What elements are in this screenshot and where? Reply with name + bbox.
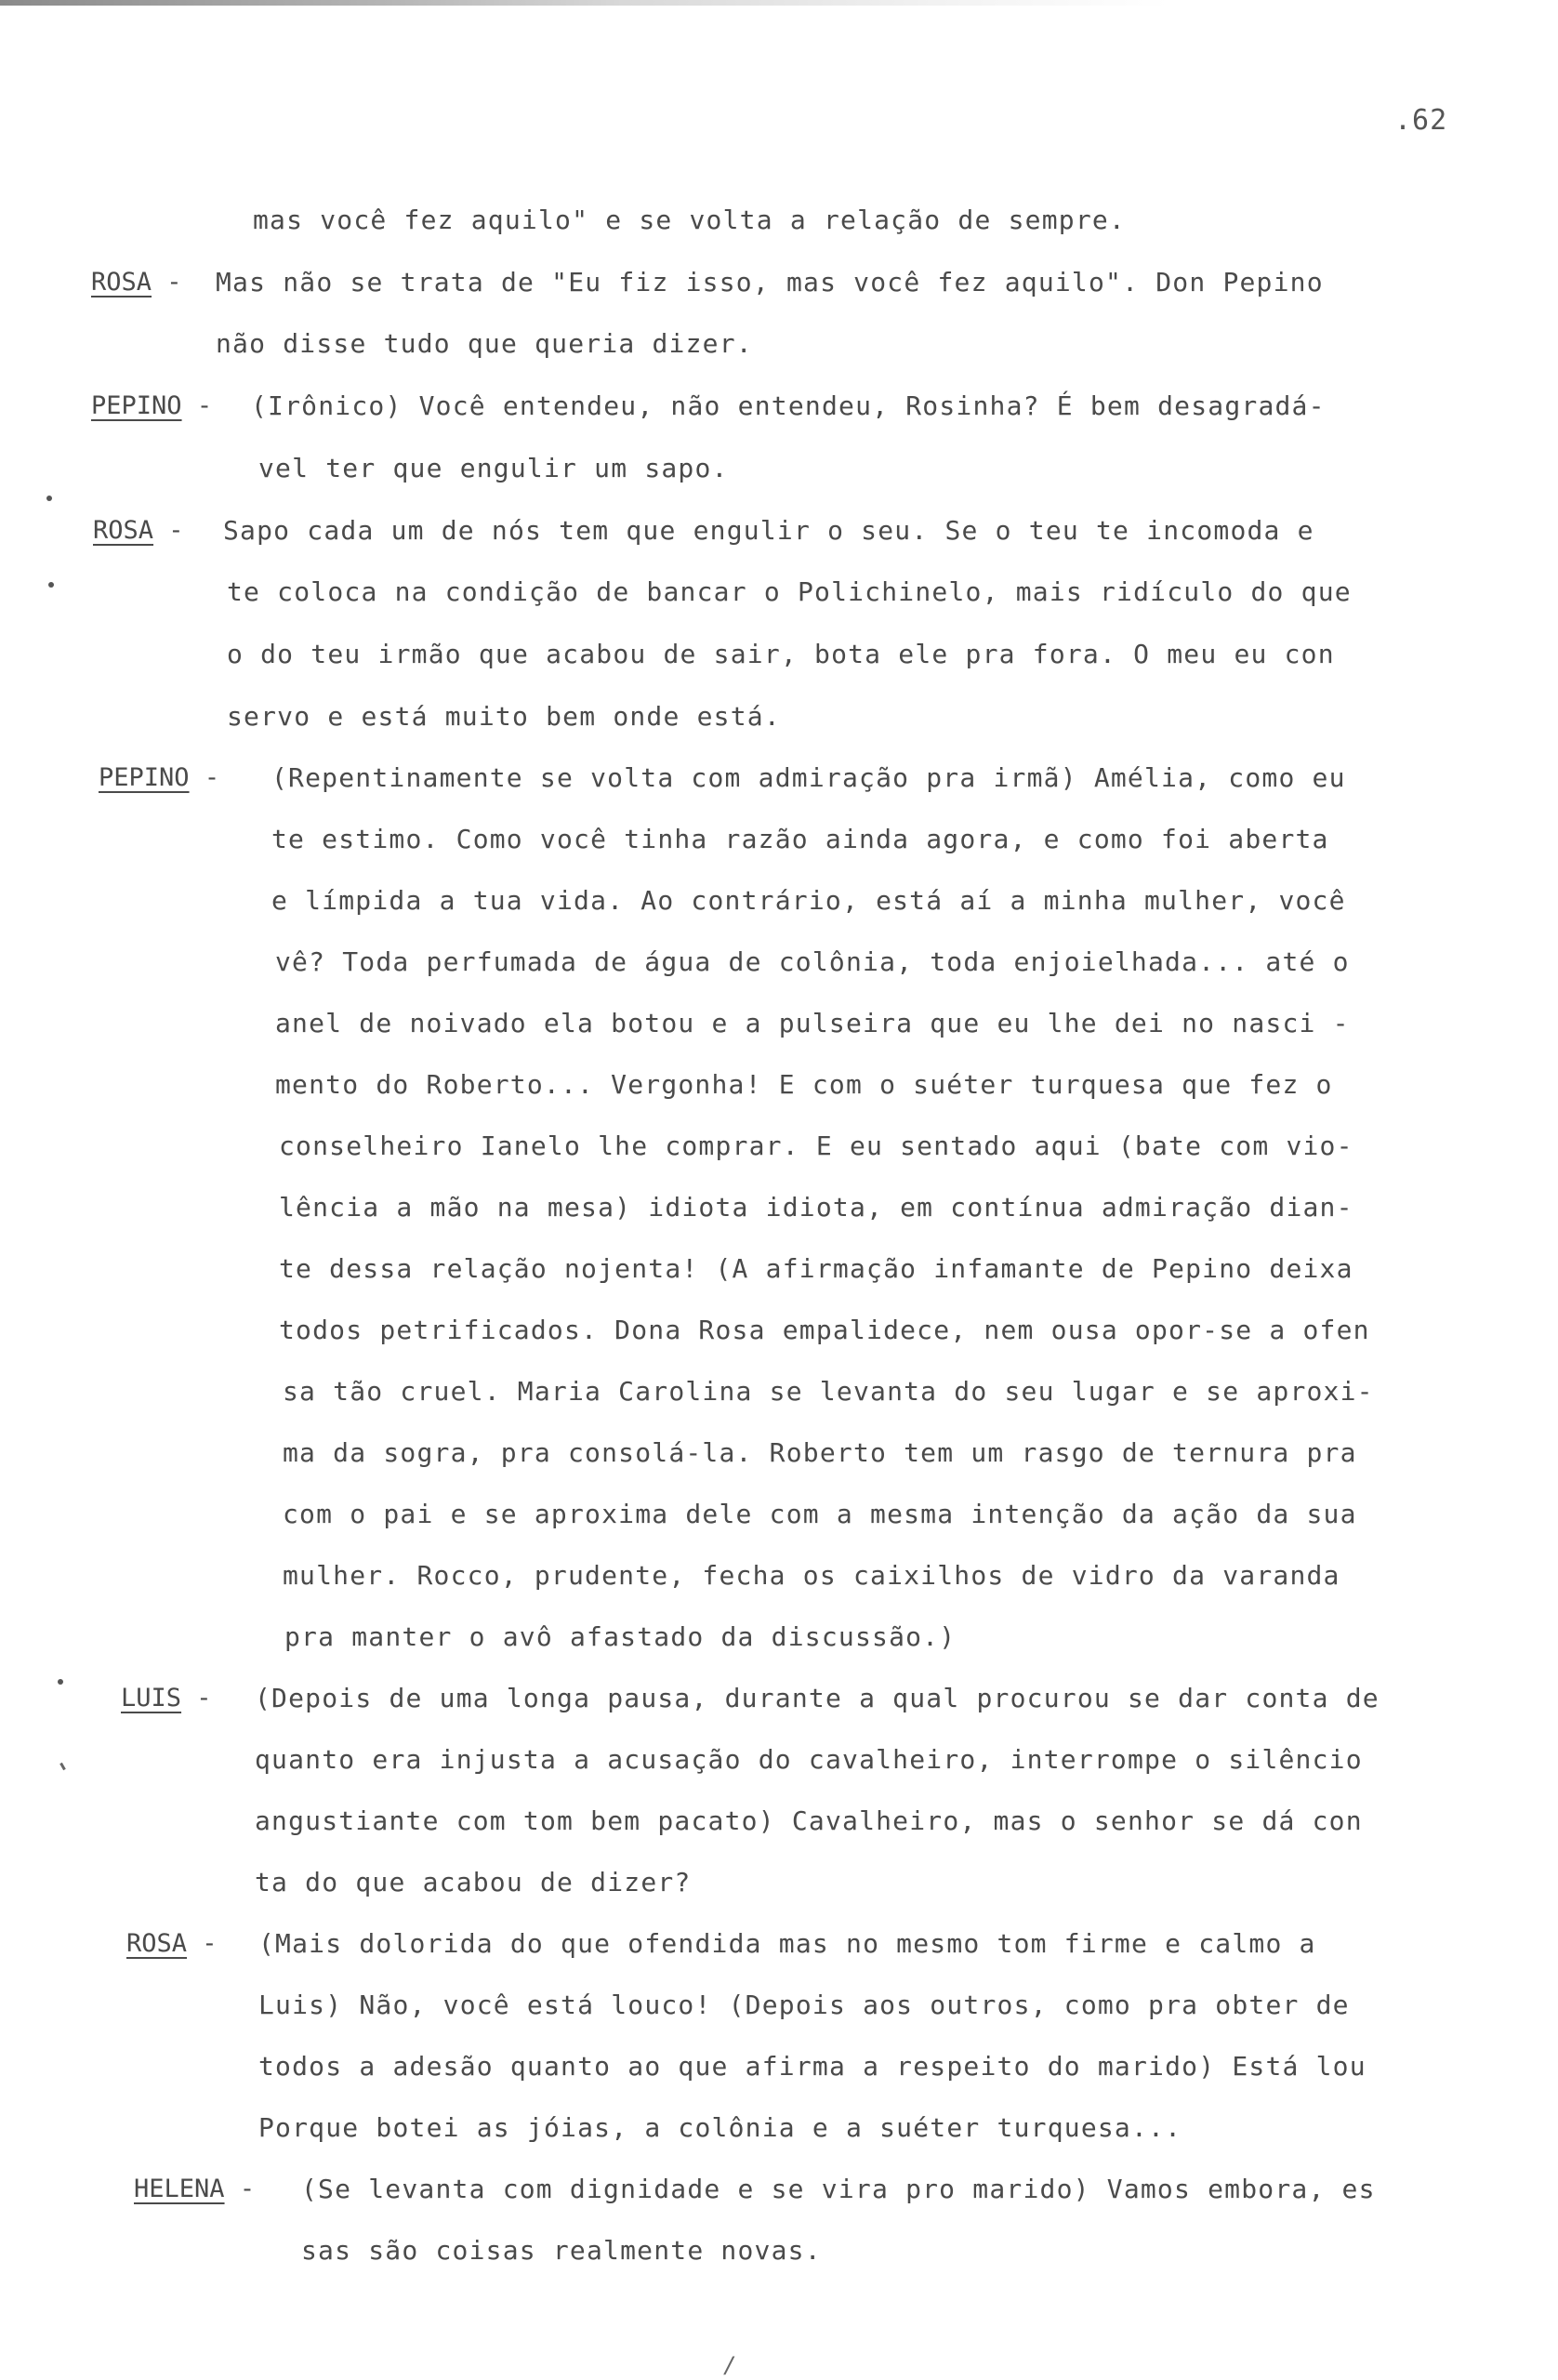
text-line: sa tão cruel. Maria Carolina se levanta do seu lugar e se aproxi- <box>283 1376 1374 1407</box>
speaker-label <box>99 763 219 792</box>
page-number: .62 <box>1394 104 1448 137</box>
text-line: te dessa relação nojenta! (A afirmação infamante de Pepino deixa <box>279 1253 1353 1284</box>
text-line: quanto era injusta a acusação do cavalheiro, interrompe o silêncio <box>255 1744 1363 1775</box>
speaker-label <box>91 268 182 297</box>
speaker-name: PEPINO <box>99 763 190 792</box>
text-line: anel de noivado ela botou e a pulseira que eu lhe dei no nasci - <box>275 1008 1350 1038</box>
speaker-dash: - <box>204 763 220 792</box>
text-line: (Depois de uma longa pausa, durante a qual procurou se dar conta de <box>255 1683 1380 1713</box>
text-line: (Mais dolorida do que ofendida mas no mesmo tom firme e calmo a <box>258 1928 1316 1959</box>
margin-dot <box>48 582 54 588</box>
speaker-label <box>91 391 212 420</box>
text-line: pra manter o avô afastado da discussão.) <box>284 1621 957 1652</box>
speaker-name: LUIS <box>121 1684 182 1712</box>
margin-dot <box>46 496 52 501</box>
margin-dot <box>58 1679 63 1685</box>
text-line: sas são coisas realmente novas. <box>301 2235 822 2266</box>
text-line: vê? Toda perfumada de água de colônia, toda enjoielhada... até o <box>275 946 1350 977</box>
text-line: (Se levanta com dignidade e se vira pro marido) Vamos embora, es <box>301 2174 1376 2204</box>
text-line: não disse tudo que queria dizer. <box>216 328 753 359</box>
text-line: mento do Roberto... Vergonha! E com o suéter turquesa que fez o <box>275 1069 1333 1100</box>
text-line: servo e está muito bem onde está. <box>227 701 781 732</box>
speaker-dash: - <box>196 391 213 420</box>
text-line: angustiante com tom bem pacato) Cavalheiro, mas o senhor se dá con <box>255 1805 1363 1836</box>
speaker-dash: - <box>196 1684 212 1712</box>
text-line: todos a adesão quanto ao que afirma a respeito do marido) Está lou <box>258 2051 1367 2082</box>
text-line: lência a mão na mesa) idiota idiota, em contínua admiração dian- <box>279 1192 1353 1223</box>
text-line: com o pai e se aproxima dele com a mesma intenção da ação da sua <box>283 1499 1357 1529</box>
speaker-name: ROSA <box>126 1929 188 1958</box>
text-line: vel ter que engulir um sapo. <box>258 453 729 483</box>
text-line: o do teu irmão que acabou de sair, bota ele pra fora. O meu eu con <box>227 639 1335 669</box>
text-line: ma da sogra, pra consolá-la. Roberto tem um rasgo de ternura pra <box>283 1437 1357 1468</box>
text-line: Porque botei as jóias, a colônia e a suéter turquesa... <box>258 2112 1182 2143</box>
footer-mark: / <box>723 2352 737 2378</box>
text-line: mas você fez aquilo" e se volta a relação de sempre. <box>253 205 1126 235</box>
text-line: (Repentinamente se volta com admiração pra irmã) Amélia, como eu <box>271 762 1346 793</box>
speaker-label <box>126 1929 218 1958</box>
text-line: conselheiro Ianelo lhe comprar. E eu sentado aqui (bate com vio- <box>279 1130 1353 1161</box>
text-line: mulher. Rocco, prudente, fecha os caixilhos de vidro da varanda <box>283 1560 1340 1591</box>
text-line: todos petrificados. Dona Rosa empalidece, nem ousa opor-se a ofen <box>279 1315 1370 1345</box>
margin-tick <box>59 1763 66 1770</box>
text-line: (Irônico) Você entendeu, não entendeu, Rosinha? É bem desagradá- <box>251 390 1326 421</box>
speaker-label <box>134 2175 255 2203</box>
speaker-name: PEPINO <box>91 391 182 420</box>
speaker-dash: - <box>202 1929 218 1958</box>
text-line: te coloca na condição de bancar o Polichinelo, mais ridículo do que <box>227 576 1352 607</box>
speaker-dash: - <box>239 2175 256 2203</box>
text-line: e límpida a tua vida. Ao contrário, está aí a minha mulher, você <box>271 885 1346 916</box>
text-line: Sapo cada um de nós tem que engulir o seu. Se o teu te incomoda e <box>223 515 1314 546</box>
scan-top-edge <box>0 0 1558 6</box>
speaker-name: ROSA <box>93 516 154 545</box>
speaker-label <box>121 1684 212 1712</box>
text-line: Mas não se trata de "Eu fiz isso, mas você fez aquilo". Don Pepino <box>216 267 1324 298</box>
speaker-label <box>93 516 184 545</box>
text-line: Luis) Não, você está louco! (Depois aos outros, como pra obter de <box>258 1990 1350 2020</box>
speaker-name: HELENA <box>134 2175 225 2203</box>
text-line: te estimo. Como você tinha razão ainda agora, e como foi aberta <box>271 824 1329 854</box>
speaker-name: ROSA <box>91 268 152 297</box>
speaker-dash: - <box>166 268 182 297</box>
text-line: ta do que acabou de dizer? <box>255 1867 692 1897</box>
speaker-dash: - <box>168 516 184 545</box>
